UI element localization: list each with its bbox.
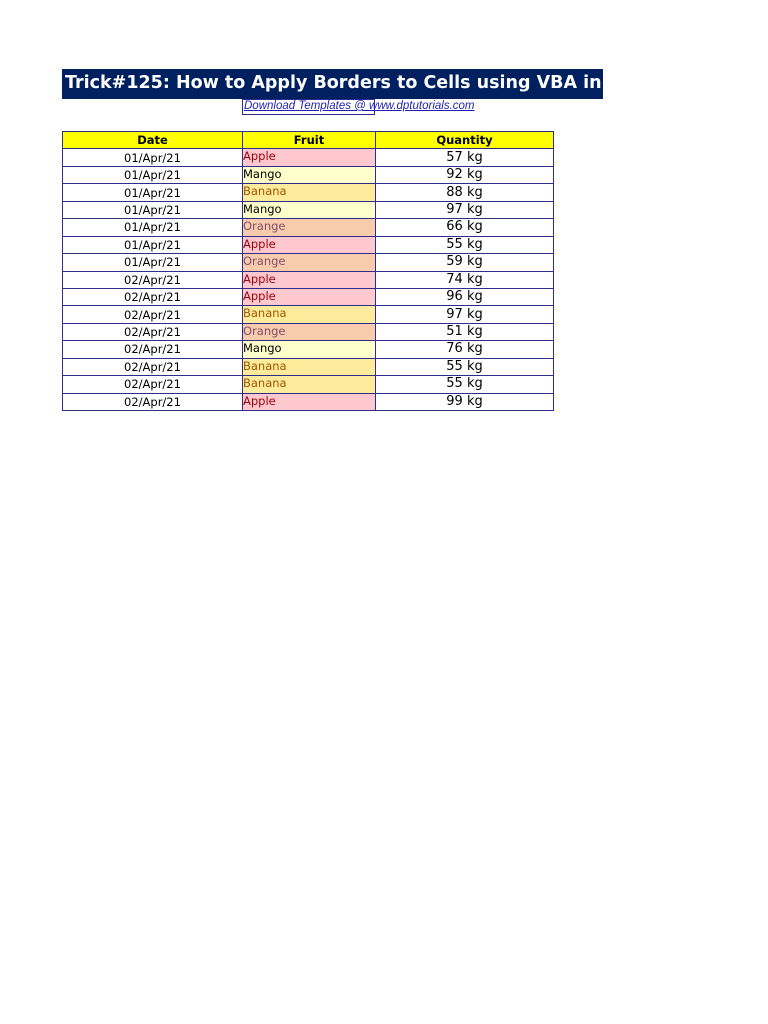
download-templates-link[interactable]: Download Templates @ www.dptutorials.com xyxy=(244,100,475,112)
table-header-row xyxy=(63,132,554,149)
quantity-cell[interactable]: 92 kg xyxy=(376,166,554,183)
quantity-cell[interactable]: 51 kg xyxy=(376,323,554,340)
date-cell[interactable]: 02/Apr/21 xyxy=(63,323,243,340)
date-cell[interactable]: 01/Apr/21 xyxy=(63,149,243,166)
fruit-cell[interactable]: Mango xyxy=(243,341,376,358)
column-header-fruit[interactable]: Fruit xyxy=(243,132,376,149)
table-row xyxy=(63,149,554,166)
quantity-cell[interactable]: 97 kg xyxy=(376,201,554,218)
date-cell[interactable]: 01/Apr/21 xyxy=(63,236,243,253)
date-cell[interactable]: 01/Apr/21 xyxy=(63,201,243,218)
fruit-cell[interactable]: Banana xyxy=(243,358,376,375)
date-cell[interactable]: 01/Apr/21 xyxy=(63,219,243,236)
quantity-cell[interactable]: 97 kg xyxy=(376,306,554,323)
date-cell[interactable]: 02/Apr/21 xyxy=(63,306,243,323)
date-cell[interactable]: 01/Apr/21 xyxy=(63,166,243,183)
fruit-cell[interactable]: Mango xyxy=(243,201,376,218)
quantity-cell[interactable]: 96 kg xyxy=(376,288,554,305)
date-cell[interactable]: 02/Apr/21 xyxy=(63,358,243,375)
table-row xyxy=(63,376,554,393)
fruit-cell[interactable]: Mango xyxy=(243,166,376,183)
fruit-cell[interactable]: Apple xyxy=(243,271,376,288)
date-cell[interactable]: 01/Apr/21 xyxy=(63,184,243,201)
date-cell[interactable]: 02/Apr/21 xyxy=(63,393,243,410)
fruit-cell[interactable]: Apple xyxy=(243,236,376,253)
fruit-cell[interactable]: Orange xyxy=(243,254,376,271)
fruit-cell[interactable]: Apple xyxy=(243,288,376,305)
table-row xyxy=(63,201,554,218)
fruit-cell[interactable]: Apple xyxy=(243,393,376,410)
table-row xyxy=(63,271,554,288)
quantity-cell[interactable]: 76 kg xyxy=(376,341,554,358)
date-cell[interactable]: 02/Apr/21 xyxy=(63,341,243,358)
quantity-cell[interactable]: 88 kg xyxy=(376,184,554,201)
table-row xyxy=(63,254,554,271)
date-cell[interactable]: 02/Apr/21 xyxy=(63,376,243,393)
table-row xyxy=(63,306,554,323)
quantity-cell[interactable]: 55 kg xyxy=(376,236,554,253)
column-header-date[interactable]: Date xyxy=(63,132,243,149)
column-header-quantity[interactable]: Quantity xyxy=(376,132,554,149)
quantity-cell[interactable]: 59 kg xyxy=(376,254,554,271)
fruit-cell[interactable]: Banana xyxy=(243,184,376,201)
fruit-data-table xyxy=(62,131,554,411)
title-banner xyxy=(62,69,660,99)
table-row xyxy=(63,393,554,410)
table-row xyxy=(63,323,554,340)
fruit-cell[interactable]: Banana xyxy=(243,376,376,393)
fruit-cell[interactable]: Banana xyxy=(243,306,376,323)
date-cell[interactable]: 02/Apr/21 xyxy=(63,271,243,288)
date-cell[interactable]: 01/Apr/21 xyxy=(63,254,243,271)
table-row xyxy=(63,341,554,358)
quantity-cell[interactable]: 57 kg xyxy=(376,149,554,166)
table-row xyxy=(63,236,554,253)
quantity-cell[interactable]: 74 kg xyxy=(376,271,554,288)
fruit-cell[interactable]: Orange xyxy=(243,323,376,340)
table-row xyxy=(63,358,554,375)
table-row xyxy=(63,219,554,236)
table-row xyxy=(63,166,554,183)
fruit-cell[interactable]: Apple xyxy=(243,149,376,166)
date-cell[interactable]: 02/Apr/21 xyxy=(63,288,243,305)
quantity-cell[interactable]: 55 kg xyxy=(376,358,554,375)
quantity-cell[interactable]: 55 kg xyxy=(376,376,554,393)
table-row xyxy=(63,184,554,201)
quantity-cell[interactable]: 66 kg xyxy=(376,219,554,236)
page-title: Trick#125: How to Apply Borders to Cells using VBA in Excel xyxy=(65,73,660,93)
quantity-cell[interactable]: 99 kg xyxy=(376,393,554,410)
table-row xyxy=(63,288,554,305)
fruit-cell[interactable]: Orange xyxy=(243,219,376,236)
